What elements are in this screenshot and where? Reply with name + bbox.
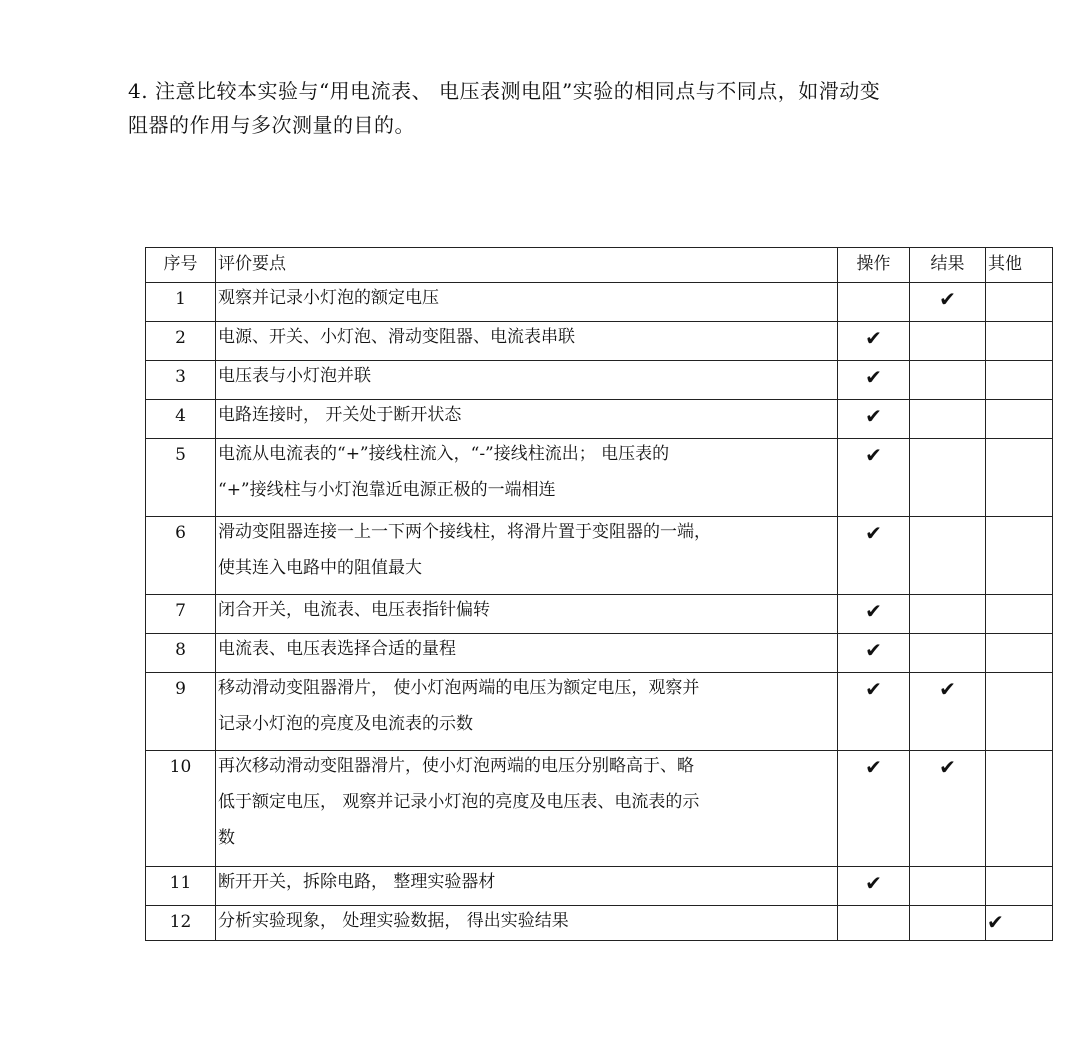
check-icon: ✔ — [865, 326, 882, 350]
table-row — [146, 322, 1053, 361]
table-row — [146, 673, 1053, 751]
result-cell — [910, 867, 986, 906]
row-item: 电路连接时， 开关处于断开状态 — [216, 400, 838, 439]
other-cell — [986, 439, 1053, 517]
result-cell — [910, 361, 986, 400]
header-item: 评价要点 — [216, 248, 838, 283]
table-row — [146, 400, 1053, 439]
row-item: 电流表、电压表选择合适的量程 — [216, 634, 838, 673]
check-icon — [910, 595, 985, 596]
intro-line-2: 阻器的作用与多次测量的目的。 — [128, 113, 415, 137]
row-item: 闭合开关，电流表、电压表指针偏转 — [216, 595, 838, 634]
operation-cell — [838, 517, 910, 595]
operation-cell — [838, 906, 910, 941]
row-item: 电流从电流表的“+”接线柱流入，“-”接线柱流出； 电压表的 “+”接线柱与小灯泡靠近电源正极的一端相连 — [216, 439, 838, 517]
check-icon: ✔ — [865, 677, 882, 701]
operation-cell — [838, 634, 910, 673]
other-cell — [986, 634, 1053, 673]
operation-cell — [838, 867, 910, 906]
header-no: 序号 — [146, 248, 216, 283]
check-icon: ✔ — [987, 910, 1004, 934]
check-icon — [910, 439, 985, 440]
row-number: 1 — [146, 283, 216, 322]
header-operation: 操作 — [838, 248, 910, 283]
row-number: 10 — [146, 751, 216, 867]
other-cell — [986, 751, 1053, 867]
check-icon — [910, 517, 985, 518]
check-icon — [986, 322, 1052, 323]
row-number: 4 — [146, 400, 216, 439]
check-icon — [986, 673, 1052, 674]
row-number: 2 — [146, 322, 216, 361]
row-number: 8 — [146, 634, 216, 673]
operation-cell — [838, 400, 910, 439]
check-icon — [986, 634, 1052, 635]
table-row — [146, 595, 1053, 634]
check-icon — [910, 361, 985, 362]
other-cell — [986, 322, 1053, 361]
check-icon: ✔ — [939, 755, 956, 779]
row-item: 电压表与小灯泡并联 — [216, 361, 838, 400]
row-number: 7 — [146, 595, 216, 634]
check-icon — [986, 283, 1052, 284]
row-number: 3 — [146, 361, 216, 400]
other-cell — [986, 673, 1053, 751]
check-icon — [838, 283, 909, 284]
check-icon — [986, 400, 1052, 401]
row-item: 电源、开关、小灯泡、滑动变阻器、电流表串联 — [216, 322, 838, 361]
check-icon — [910, 634, 985, 635]
result-cell — [910, 400, 986, 439]
result-cell — [910, 283, 986, 322]
check-icon — [910, 867, 985, 868]
row-number: 12 — [146, 906, 216, 941]
check-icon — [986, 867, 1052, 868]
result-cell — [910, 906, 986, 941]
other-cell — [986, 283, 1053, 322]
row-number: 11 — [146, 867, 216, 906]
row-item: 滑动变阻器连接一上一下两个接线柱，将滑片置于变阻器的一端， 使其连入电路中的阻值最大 — [216, 517, 838, 595]
result-cell — [910, 322, 986, 361]
check-icon: ✔ — [865, 871, 882, 895]
other-cell — [986, 361, 1053, 400]
check-icon: ✔ — [939, 677, 956, 701]
result-cell — [910, 517, 986, 595]
operation-cell — [838, 595, 910, 634]
check-icon — [838, 906, 909, 907]
row-item: 分析实验现象， 处理实验数据， 得出实验结果 — [216, 906, 838, 941]
check-icon: ✔ — [865, 521, 882, 545]
check-icon: ✔ — [865, 638, 882, 662]
header-other: 其他 — [986, 248, 1053, 283]
other-cell — [986, 867, 1053, 906]
table-row — [146, 361, 1053, 400]
row-item: 断开开关，拆除电路， 整理实验器材 — [216, 867, 838, 906]
table-row — [146, 634, 1053, 673]
result-cell — [910, 634, 986, 673]
table-header-row — [146, 248, 1053, 283]
table-row — [146, 439, 1053, 517]
operation-cell — [838, 751, 910, 867]
operation-cell — [838, 361, 910, 400]
row-item: 移动滑动变阻器滑片， 使小灯泡两端的电压为额定电压，观察并 记录小灯泡的亮度及电流表的示数 — [216, 673, 838, 751]
check-icon — [986, 595, 1052, 596]
table-row — [146, 867, 1053, 906]
other-cell — [986, 595, 1053, 634]
operation-cell — [838, 283, 910, 322]
result-cell — [910, 751, 986, 867]
check-icon — [986, 361, 1052, 362]
intro-paragraph — [128, 74, 968, 142]
operation-cell — [838, 322, 910, 361]
check-icon: ✔ — [865, 443, 882, 467]
row-number: 5 — [146, 439, 216, 517]
table-row — [146, 283, 1053, 322]
check-icon — [986, 517, 1052, 518]
check-icon — [910, 400, 985, 401]
other-cell — [986, 400, 1053, 439]
table-row — [146, 751, 1053, 867]
operation-cell — [838, 439, 910, 517]
result-cell — [910, 673, 986, 751]
check-icon: ✔ — [865, 755, 882, 779]
result-cell — [910, 595, 986, 634]
table-row — [146, 517, 1053, 595]
row-number: 9 — [146, 673, 216, 751]
result-cell — [910, 439, 986, 517]
row-item: 观察并记录小灯泡的额定电压 — [216, 283, 838, 322]
check-icon: ✔ — [865, 365, 882, 389]
other-cell — [986, 906, 1053, 941]
evaluation-table — [145, 247, 1053, 941]
check-icon: ✔ — [865, 404, 882, 428]
check-icon — [986, 751, 1052, 752]
check-icon: ✔ — [865, 599, 882, 623]
table-row — [146, 906, 1053, 941]
other-cell — [986, 517, 1053, 595]
row-item: 再次移动滑动变阻器滑片，使小灯泡两端的电压分别略高于、略 低于额定电压， 观察并记录小灯泡的亮度及电压表、电流表的示 数 — [216, 751, 838, 867]
check-icon — [910, 322, 985, 323]
row-number: 6 — [146, 517, 216, 595]
intro-line-1: 4. 注意比较本实验与“用电流表、 电压表测电阻”实验的相同点与不同点，如滑动变 — [128, 79, 881, 103]
check-icon — [910, 906, 985, 907]
check-icon — [986, 439, 1052, 440]
operation-cell — [838, 673, 910, 751]
header-result: 结果 — [910, 248, 986, 283]
check-icon: ✔ — [939, 287, 956, 311]
